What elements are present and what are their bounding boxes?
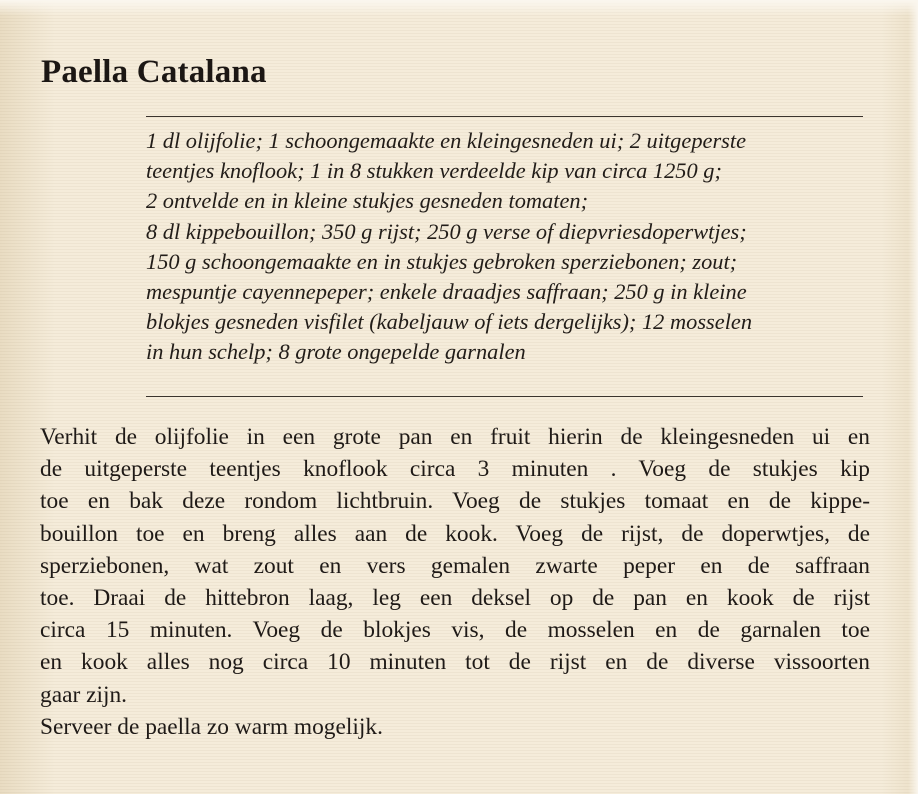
instruction-line: en kook alles nog circa 10 minuten tot de rijst en de diverse vissoorten <box>40 649 870 676</box>
ingredient-line: 150 g schoongemaakte en in stukjes gebroken sperziebonen; zout; <box>146 248 738 274</box>
instruction-line: toe en bak deze rondom lichtbruin. Voeg de stukjes tomaat en de kippe- <box>40 488 870 515</box>
page-right-edge <box>908 0 918 794</box>
ingredient-line: 2 ontvelde en in kleine stukjes gesneden tomaten; <box>146 188 589 214</box>
instruction-line: de uitgeperste teentjes knoflook circa 3 minuten . Voeg de stukjes kip <box>40 456 870 483</box>
instruction-line: sperziebonen, wat zout en vers gemalen zwarte peper en de saffraan <box>40 552 870 579</box>
instructions-block <box>40 421 870 743</box>
ingredient-line: mespuntje cayennepeper; enkele draadjes saffraan; 250 g in kleine <box>146 279 747 305</box>
ingredient-line: in hun schelp; 8 grote ongepelde garnalen <box>146 339 526 365</box>
instruction-line: gaar zijn. <box>40 681 128 708</box>
ingredient-line: 8 dl kippebouillon; 350 g rijst; 250 g verse of diepvriesdoperwtjes; <box>146 218 747 244</box>
instruction-line: circa 15 minuten. Voeg de blokjes vis, de mosselen en de garnalen toe <box>40 617 870 644</box>
ingredients-block <box>146 126 866 368</box>
ingredient-line: blokjes gesneden visfilet (kabeljauw of iets dergelijks); 12 mosselen <box>146 309 753 335</box>
instruction-line: Verhit de olijfolie in een grote pan en fruit hierin de kleingesneden ui en <box>40 424 870 450</box>
ingredient-line: 1 dl olijfolie; 1 schoongemaakte en kleingesneden ui; 2 uitgeperste <box>146 128 747 153</box>
instruction-line: Serveer de paella zo warm mogelijk. <box>40 713 383 740</box>
ingredient-line: teentjes knoflook; 1 in 8 stukken verdeelde kip van circa 1250 g; <box>146 158 722 184</box>
instruction-line: toe. Draai de hittebron laag, leg een deksel op de pan en kook de rijst <box>40 585 870 612</box>
instruction-line: bouillon toe en breng alles aan de kook. Voeg de rijst, de doperwtjes, de <box>40 520 870 547</box>
recipe-title: Paella Catalana <box>41 54 267 90</box>
page-top-edge <box>0 0 918 16</box>
ingredients-top-rule <box>146 116 863 117</box>
ingredients-bottom-rule <box>146 396 863 397</box>
